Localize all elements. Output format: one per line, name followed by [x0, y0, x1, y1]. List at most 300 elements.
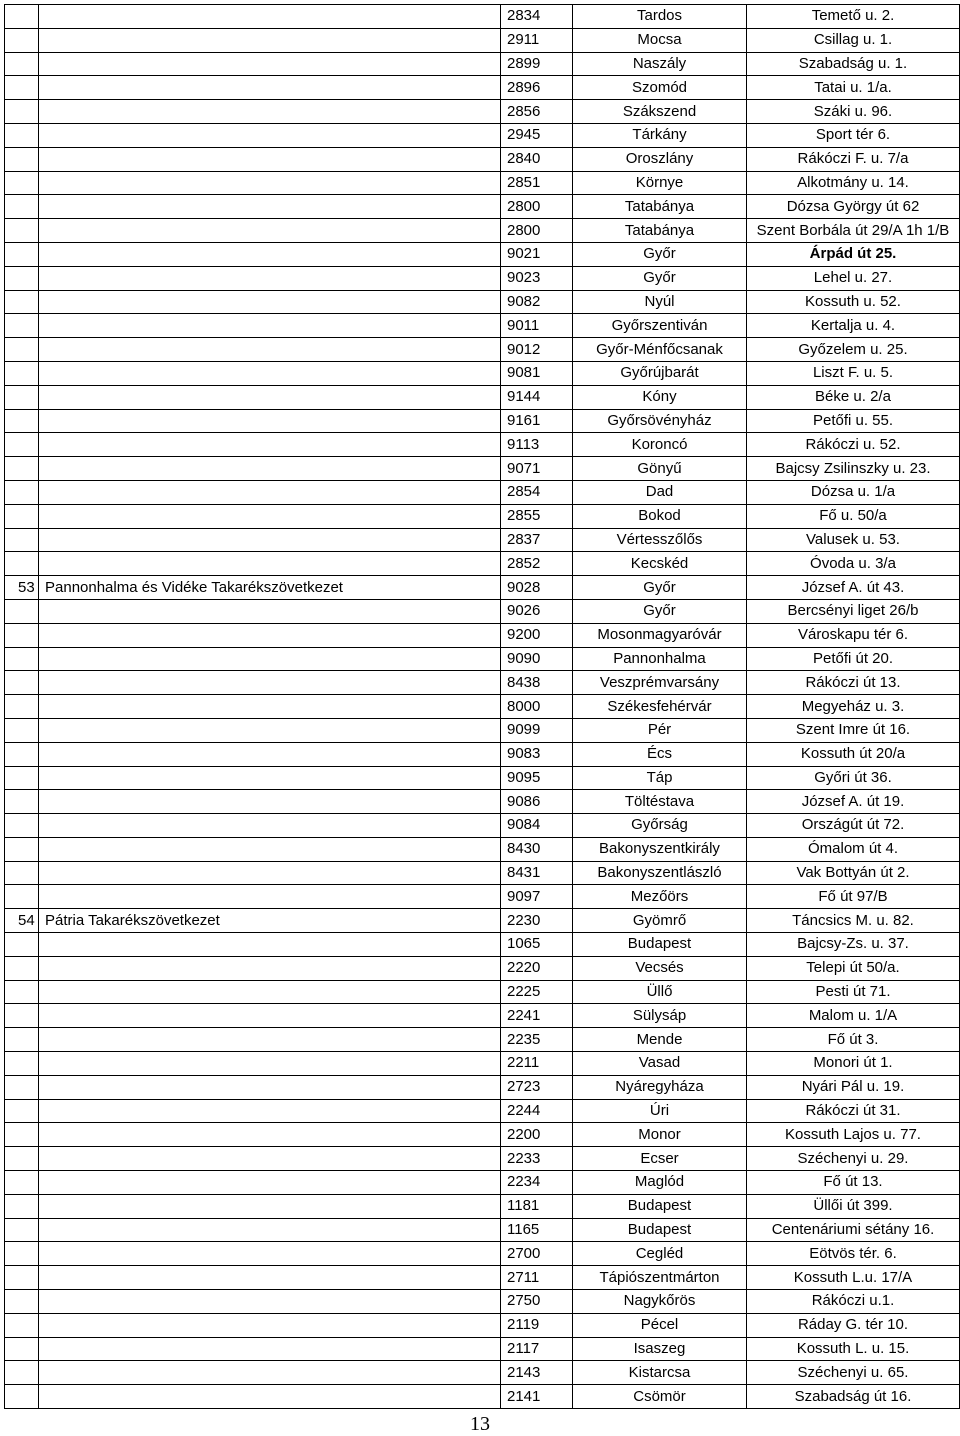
city-cell: Budapest	[573, 933, 747, 957]
table-row	[5, 1004, 960, 1028]
institution-name-cell	[39, 76, 501, 100]
table-row	[5, 671, 960, 695]
postal-code-cell: 9023	[501, 266, 573, 290]
institution-name-cell	[39, 647, 501, 671]
table-row	[5, 290, 960, 314]
city-cell: Vértesszőlős	[573, 528, 747, 552]
address-cell: Rákóczi út 31.	[747, 1099, 960, 1123]
city-cell: Bakonyszentlászló	[573, 861, 747, 885]
institution-name-cell	[39, 457, 501, 481]
address-cell: Fő u. 50/a	[747, 504, 960, 528]
table-row	[5, 956, 960, 980]
postal-code-cell: 2750	[501, 1290, 573, 1314]
table-row	[5, 480, 960, 504]
institution-name-cell	[39, 1361, 501, 1385]
postal-code-cell: 9144	[501, 385, 573, 409]
table-row	[5, 1194, 960, 1218]
address-cell: Pesti út 71.	[747, 980, 960, 1004]
institution-name-cell	[39, 1075, 501, 1099]
institution-name-cell	[39, 361, 501, 385]
address-cell: Győzelem u. 25.	[747, 338, 960, 362]
address-cell: Csillag u. 1.	[747, 28, 960, 52]
row-number-cell	[5, 599, 39, 623]
city-cell: Győr	[573, 599, 747, 623]
postal-code-cell: 9084	[501, 814, 573, 838]
postal-code-cell: 9083	[501, 742, 573, 766]
institution-name-cell	[39, 742, 501, 766]
postal-code-cell: 2856	[501, 100, 573, 124]
table-row	[5, 814, 960, 838]
table-row	[5, 695, 960, 719]
row-number-cell	[5, 671, 39, 695]
table-row	[5, 909, 960, 933]
institution-name-cell	[39, 1028, 501, 1052]
row-number-cell	[5, 623, 39, 647]
city-cell: Üllő	[573, 980, 747, 1004]
row-number-cell	[5, 980, 39, 1004]
city-cell: Szomód	[573, 76, 747, 100]
row-number-cell	[5, 242, 39, 266]
institution-name-cell	[39, 266, 501, 290]
postal-code-cell: 2241	[501, 1004, 573, 1028]
row-number-cell	[5, 171, 39, 195]
table-row	[5, 576, 960, 600]
address-cell: Széchenyi u. 29.	[747, 1147, 960, 1171]
table-row	[5, 1313, 960, 1337]
table-row	[5, 314, 960, 338]
table-row	[5, 147, 960, 171]
address-cell: Rákóczi F. u. 7/a	[747, 147, 960, 171]
address-cell: Bercsényi liget 26/b	[747, 599, 960, 623]
institution-name-cell	[39, 1290, 501, 1314]
postal-code-cell: 9082	[501, 290, 573, 314]
city-cell: Ecser	[573, 1147, 747, 1171]
row-number-cell	[5, 147, 39, 171]
row-number-cell	[5, 695, 39, 719]
postal-code-cell: 2211	[501, 1052, 573, 1076]
table-row	[5, 457, 960, 481]
institution-name-cell	[39, 790, 501, 814]
table-row	[5, 718, 960, 742]
table-row	[5, 338, 960, 362]
institution-name-cell	[39, 1194, 501, 1218]
address-cell: Tatai u. 1/a.	[747, 76, 960, 100]
row-number-cell	[5, 956, 39, 980]
institution-name-cell	[39, 195, 501, 219]
institution-name-cell	[39, 480, 501, 504]
city-cell: Győrújbarát	[573, 361, 747, 385]
row-number-cell	[5, 885, 39, 909]
postal-code-cell: 2225	[501, 980, 573, 1004]
postal-code-cell: 2896	[501, 76, 573, 100]
row-number-cell: 53	[5, 576, 39, 600]
address-cell: Kossuth út 20/a	[747, 742, 960, 766]
city-cell: Nyúl	[573, 290, 747, 314]
city-cell: Győrság	[573, 814, 747, 838]
table-row	[5, 1075, 960, 1099]
row-number-cell	[5, 1337, 39, 1361]
row-number-cell	[5, 742, 39, 766]
postal-code-cell: 2800	[501, 219, 573, 243]
city-cell: Környe	[573, 171, 747, 195]
institution-name-cell	[39, 1385, 501, 1409]
address-cell: Kossuth L. u. 15.	[747, 1337, 960, 1361]
postal-code-cell: 2234	[501, 1171, 573, 1195]
postal-code-cell: 2855	[501, 504, 573, 528]
institution-name-cell: Pannonhalma és Vidéke Takarékszövetkezet	[39, 576, 501, 600]
table-row	[5, 885, 960, 909]
city-cell: Cegléd	[573, 1242, 747, 1266]
address-cell: Ráday G. tér 10.	[747, 1313, 960, 1337]
row-number-cell	[5, 933, 39, 957]
table-row	[5, 5, 960, 29]
table-row	[5, 219, 960, 243]
table-row	[5, 266, 960, 290]
city-cell: Táp	[573, 766, 747, 790]
address-cell: Bajcsy-Zs. u. 37.	[747, 933, 960, 957]
postal-code-cell: 2235	[501, 1028, 573, 1052]
row-number-cell: 54	[5, 909, 39, 933]
address-cell: Liszt F. u. 5.	[747, 361, 960, 385]
table-row	[5, 1147, 960, 1171]
postal-code-cell: 9071	[501, 457, 573, 481]
address-cell: Petőfi út 20.	[747, 647, 960, 671]
row-number-cell	[5, 433, 39, 457]
row-number-cell	[5, 1266, 39, 1290]
institution-name-cell	[39, 1242, 501, 1266]
address-cell: Kossuth u. 52.	[747, 290, 960, 314]
postal-code-cell: 8000	[501, 695, 573, 719]
postal-code-cell: 2220	[501, 956, 573, 980]
city-cell: Tatabánya	[573, 219, 747, 243]
row-number-cell	[5, 552, 39, 576]
city-cell: Mezőörs	[573, 885, 747, 909]
city-cell: Győr-Ménfőcsanak	[573, 338, 747, 362]
city-cell: Veszprémvarsány	[573, 671, 747, 695]
branch-table	[4, 4, 960, 1409]
postal-code-cell: 2200	[501, 1123, 573, 1147]
table-row	[5, 1266, 960, 1290]
city-cell: Budapest	[573, 1194, 747, 1218]
postal-code-cell: 9200	[501, 623, 573, 647]
postal-code-cell: 9028	[501, 576, 573, 600]
address-cell: Üllői út 399.	[747, 1194, 960, 1218]
table-row	[5, 1028, 960, 1052]
city-cell: Vasad	[573, 1052, 747, 1076]
address-cell: Eötvös tér. 6.	[747, 1242, 960, 1266]
table-row	[5, 242, 960, 266]
address-cell: Petőfi u. 55.	[747, 409, 960, 433]
postal-code-cell: 9026	[501, 599, 573, 623]
postal-code-cell: 9021	[501, 242, 573, 266]
institution-name-cell	[39, 814, 501, 838]
address-cell: Lehel u. 27.	[747, 266, 960, 290]
postal-code-cell: 2230	[501, 909, 573, 933]
table-row	[5, 28, 960, 52]
row-number-cell	[5, 290, 39, 314]
postal-code-cell: 9099	[501, 718, 573, 742]
table-row	[5, 1052, 960, 1076]
institution-name-cell	[39, 671, 501, 695]
institution-name-cell	[39, 314, 501, 338]
city-cell: Isaszeg	[573, 1337, 747, 1361]
table-row	[5, 623, 960, 647]
city-cell: Monor	[573, 1123, 747, 1147]
institution-name-cell	[39, 837, 501, 861]
row-number-cell	[5, 1004, 39, 1028]
row-number-cell	[5, 457, 39, 481]
row-number-cell	[5, 123, 39, 147]
institution-name-cell	[39, 956, 501, 980]
address-cell: Valusek u. 53.	[747, 528, 960, 552]
institution-name-cell	[39, 52, 501, 76]
address-cell: Fő út 3.	[747, 1028, 960, 1052]
postal-code-cell: 9113	[501, 433, 573, 457]
row-number-cell	[5, 1052, 39, 1076]
address-cell: Kossuth L.u. 17/A	[747, 1266, 960, 1290]
table-row	[5, 790, 960, 814]
city-cell: Tárkány	[573, 123, 747, 147]
address-cell: Béke u. 2/a	[747, 385, 960, 409]
table-row	[5, 1337, 960, 1361]
address-cell: Óvoda u. 3/a	[747, 552, 960, 576]
city-cell: Győrszentiván	[573, 314, 747, 338]
address-cell: József A. út 43.	[747, 576, 960, 600]
table-row	[5, 1290, 960, 1314]
postal-code-cell: 2233	[501, 1147, 573, 1171]
address-cell: Vak Bottyán út 2.	[747, 861, 960, 885]
page-number: 13	[470, 1413, 490, 1435]
address-cell: Győri út 36.	[747, 766, 960, 790]
institution-name-cell	[39, 528, 501, 552]
institution-name-cell	[39, 409, 501, 433]
city-cell: Nagykőrös	[573, 1290, 747, 1314]
address-cell: Rákóczi út 13.	[747, 671, 960, 695]
institution-name-cell	[39, 1337, 501, 1361]
address-cell: Árpád út 25.	[747, 242, 960, 266]
address-cell: Szent Imre út 16.	[747, 718, 960, 742]
postal-code-cell: 2800	[501, 195, 573, 219]
row-number-cell	[5, 1242, 39, 1266]
table-row	[5, 1361, 960, 1385]
city-cell: Vecsés	[573, 956, 747, 980]
table-row	[5, 1385, 960, 1409]
postal-code-cell: 9012	[501, 338, 573, 362]
postal-code-cell: 2143	[501, 1361, 573, 1385]
row-number-cell	[5, 1123, 39, 1147]
postal-code-cell: 2945	[501, 123, 573, 147]
row-number-cell	[5, 1290, 39, 1314]
institution-name-cell	[39, 5, 501, 29]
institution-name-cell	[39, 1171, 501, 1195]
address-cell: Monori út 1.	[747, 1052, 960, 1076]
row-number-cell	[5, 1218, 39, 1242]
postal-code-cell: 2117	[501, 1337, 573, 1361]
city-cell: Dad	[573, 480, 747, 504]
city-cell: Úri	[573, 1099, 747, 1123]
city-cell: Pannonhalma	[573, 647, 747, 671]
table-row	[5, 433, 960, 457]
address-cell: Dózsa u. 1/a	[747, 480, 960, 504]
row-number-cell	[5, 76, 39, 100]
row-number-cell	[5, 1147, 39, 1171]
row-number-cell	[5, 528, 39, 552]
address-cell: Széchenyi u. 65.	[747, 1361, 960, 1385]
institution-name-cell	[39, 338, 501, 362]
city-cell: Győrsövényház	[573, 409, 747, 433]
table-row	[5, 647, 960, 671]
table-row	[5, 599, 960, 623]
institution-name-cell	[39, 623, 501, 647]
postal-code-cell: 9090	[501, 647, 573, 671]
institution-name-cell	[39, 433, 501, 457]
row-number-cell	[5, 718, 39, 742]
institution-name-cell	[39, 885, 501, 909]
city-cell: Naszály	[573, 52, 747, 76]
postal-code-cell: 2840	[501, 147, 573, 171]
city-cell: Győr	[573, 266, 747, 290]
row-number-cell	[5, 790, 39, 814]
institution-name-cell	[39, 504, 501, 528]
institution-name-cell	[39, 1052, 501, 1076]
row-number-cell	[5, 1361, 39, 1385]
institution-name-cell	[39, 28, 501, 52]
postal-code-cell: 1065	[501, 933, 573, 957]
institution-name-cell	[39, 1099, 501, 1123]
row-number-cell	[5, 314, 39, 338]
row-number-cell	[5, 195, 39, 219]
table-row	[5, 837, 960, 861]
row-number-cell	[5, 814, 39, 838]
city-cell: Tápiószentmárton	[573, 1266, 747, 1290]
row-number-cell	[5, 52, 39, 76]
address-cell: Bajcsy Zsilinszky u. 23.	[747, 457, 960, 481]
table-row	[5, 123, 960, 147]
institution-name-cell	[39, 100, 501, 124]
postal-code-cell: 1165	[501, 1218, 573, 1242]
postal-code-cell: 2711	[501, 1266, 573, 1290]
city-cell: Gönyű	[573, 457, 747, 481]
institution-name-cell: Pátria Takarékszövetkezet	[39, 909, 501, 933]
address-cell: Centenáriumi sétány 16.	[747, 1218, 960, 1242]
address-cell: Temető u. 2.	[747, 5, 960, 29]
institution-name-cell	[39, 861, 501, 885]
institution-name-cell	[39, 1147, 501, 1171]
institution-name-cell	[39, 123, 501, 147]
row-number-cell	[5, 1194, 39, 1218]
table-row	[5, 100, 960, 124]
branch-table-body	[5, 5, 960, 1409]
institution-name-cell	[39, 766, 501, 790]
row-number-cell	[5, 266, 39, 290]
address-cell: Malom u. 1/A	[747, 1004, 960, 1028]
city-cell: Nyáregyháza	[573, 1075, 747, 1099]
table-row	[5, 980, 960, 1004]
postal-code-cell: 2723	[501, 1075, 573, 1099]
row-number-cell	[5, 647, 39, 671]
address-cell: Szabadság út 16.	[747, 1385, 960, 1409]
row-number-cell	[5, 1099, 39, 1123]
postal-code-cell: 8438	[501, 671, 573, 695]
address-cell: József A. út 19.	[747, 790, 960, 814]
city-cell: Oroszlány	[573, 147, 747, 171]
row-number-cell	[5, 1075, 39, 1099]
address-cell: Alkotmány u. 14.	[747, 171, 960, 195]
table-row	[5, 76, 960, 100]
institution-name-cell	[39, 980, 501, 1004]
postal-code-cell: 2244	[501, 1099, 573, 1123]
table-row	[5, 528, 960, 552]
city-cell: Budapest	[573, 1218, 747, 1242]
institution-name-cell	[39, 1123, 501, 1147]
table-row	[5, 1171, 960, 1195]
postal-code-cell: 9081	[501, 361, 573, 385]
address-cell: Ómalom út 4.	[747, 837, 960, 861]
address-cell: Rákóczi u. 52.	[747, 433, 960, 457]
city-cell: Töltéstava	[573, 790, 747, 814]
address-cell: Kossuth Lajos u. 77.	[747, 1123, 960, 1147]
city-cell: Mocsa	[573, 28, 747, 52]
city-cell: Kecskéd	[573, 552, 747, 576]
address-cell: Telepi út 50/a.	[747, 956, 960, 980]
postal-code-cell: 2899	[501, 52, 573, 76]
postal-code-cell: 2852	[501, 552, 573, 576]
institution-name-cell	[39, 1266, 501, 1290]
address-cell: Kertalja u. 4.	[747, 314, 960, 338]
postal-code-cell: 2851	[501, 171, 573, 195]
table-row	[5, 552, 960, 576]
table-row	[5, 52, 960, 76]
table-row	[5, 1099, 960, 1123]
table-row	[5, 766, 960, 790]
address-cell: Városkapu tér 6.	[747, 623, 960, 647]
row-number-cell	[5, 409, 39, 433]
city-cell: Kistarcsa	[573, 1361, 747, 1385]
institution-name-cell	[39, 1218, 501, 1242]
postal-code-cell: 2141	[501, 1385, 573, 1409]
table-row	[5, 171, 960, 195]
institution-name-cell	[39, 1004, 501, 1028]
city-cell: Tardos	[573, 5, 747, 29]
institution-name-cell	[39, 552, 501, 576]
address-cell: Megyeház u. 3.	[747, 695, 960, 719]
city-cell: Kóny	[573, 385, 747, 409]
address-cell: Száki u. 96.	[747, 100, 960, 124]
institution-name-cell	[39, 290, 501, 314]
row-number-cell	[5, 361, 39, 385]
table-row	[5, 361, 960, 385]
city-cell: Mosonmagyaróvár	[573, 623, 747, 647]
row-number-cell	[5, 5, 39, 29]
institution-name-cell	[39, 385, 501, 409]
city-cell: Maglód	[573, 1171, 747, 1195]
row-number-cell	[5, 837, 39, 861]
institution-name-cell	[39, 695, 501, 719]
city-cell: Székesfehérvár	[573, 695, 747, 719]
city-cell: Sülysáp	[573, 1004, 747, 1028]
city-cell: Győr	[573, 576, 747, 600]
table-row	[5, 742, 960, 766]
row-number-cell	[5, 219, 39, 243]
city-cell: Gyömrő	[573, 909, 747, 933]
address-cell: Országút út 72.	[747, 814, 960, 838]
city-cell: Écs	[573, 742, 747, 766]
institution-name-cell	[39, 933, 501, 957]
institution-name-cell	[39, 599, 501, 623]
address-cell: Táncsics M. u. 82.	[747, 909, 960, 933]
row-number-cell	[5, 385, 39, 409]
city-cell: Pér	[573, 718, 747, 742]
